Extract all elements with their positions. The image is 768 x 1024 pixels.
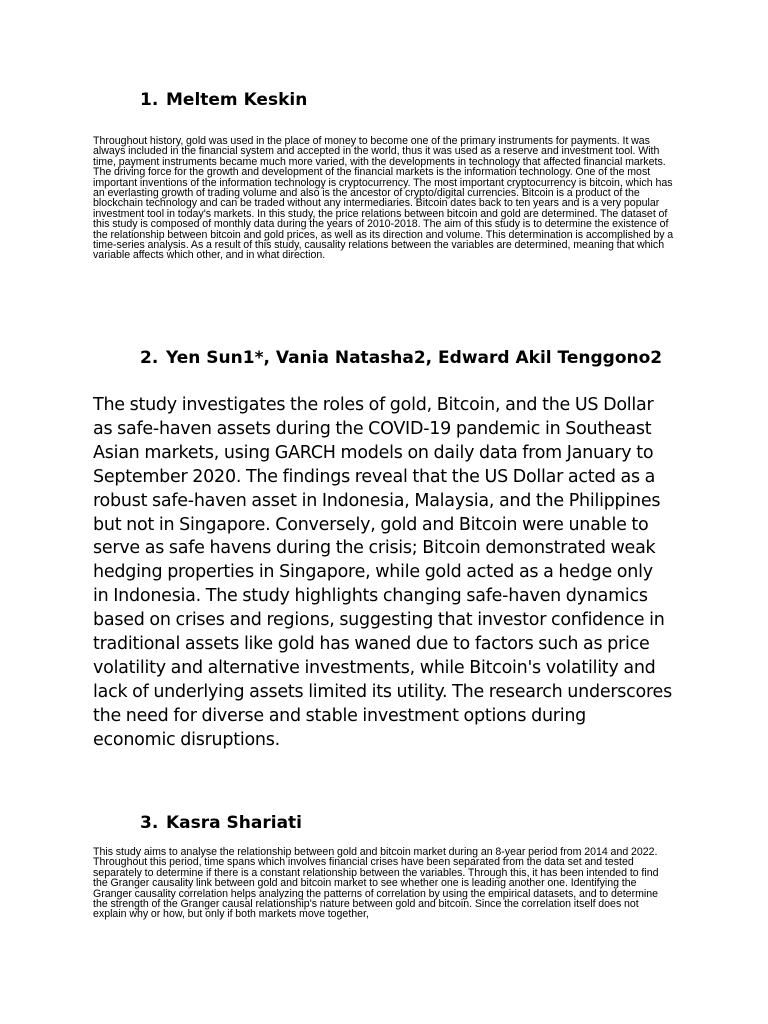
section-2-heading <box>140 348 662 368</box>
section-1-heading <box>140 90 307 110</box>
section-3-number: 3. <box>140 813 159 833</box>
section-3-heading <box>140 813 302 833</box>
section-3-author: Kasra Shariati <box>166 813 302 833</box>
section-1-abstract: Throughout history, gold was used in the place of money to become one of the primary instruments for payments. It was always included in the financial system and accepted in the world, thus it was used as a reserve and investment tool. With time, payment instruments became much more varied, with the developments in technology that affected financial markets. The driving force for the growth and development of the financial markets is the information technology. One of the most important inventions of the information technology is cryptocurrency. The most important cryptocurrency is bitcoin, which has an everlasting growth of trading volume and also is the ancestor of crypto/digital currencies. Bitcoin is a product of the blockchain technology and can be traded without any intermediaries. Bitcoin dates back to ten years and is a very popular investment tool in today's markets. In this study, the price relations between bitcoin and gold are determined. The dataset of this study is composed of monthly data during the years of 2010-2018. The aim of this study is to determine the existence of the relationship between bitcoin and gold prices, as well as its direction and volume. This determination is accomplished by a time-series analysis. As a result of this study, causality relations between the variables are determined, meaning that which variable affects which other, and in what direction. <box>93 135 674 262</box>
section-2-abstract: The study investigates the roles of gold, Bitcoin, and the US Dollar as safe-haven assets during the COVID-19 pandemic in Southeast Asian markets, using GARCH models on daily data from January to September 2020. The findings reveal that the US Dollar acted as a robust safe-haven asset in Indonesia, Malaysia, and the Philippines but not in Singapore. Conversely, gold and Bitcoin were unable to serve as safe havens during the crisis; Bitcoin demonstrated weak hedging properties in Singapore, while gold acted as a hedge only in Indonesia. The study highlights changing safe-haven dynamics based on crises and regions, suggesting that investor confidence in traditional assets like gold has waned due to factors such as price volatility and alternative investments, while Bitcoin's volatility and lack of underlying assets limited its utility. The research underscores the need for diverse and stable investment options during economic disruptions. <box>93 395 672 750</box>
section-1-number: 1. <box>140 90 159 110</box>
section-1-author: Meltem Keskin <box>166 90 308 110</box>
section-2-number: 2. <box>140 348 159 368</box>
section-2-author: Yen Sun1*, Vania Natasha2, Edward Akil Tenggono2 <box>166 348 663 368</box>
section-3-abstract: This study aims to analyse the relationship between gold and bitcoin market during an 8-year period from 2014 and 2022. Throughout this period, time spans which involves financial crises have been separated from the data set and tested separately to determine if there is a constant relationship between the variables. Through this, it has been intended to find the Granger causality link between gold and bitcoin market to see whether one is leading another one. Identifying the Granger causality correlation helps analyzing the patterns of correlation by using the empirical datasets, and to determine the strength of the Granger causal relationship's nature between gold and bitcoin. Since the correlation itself does not explain why or how, but only if both markets move together, <box>93 846 659 921</box>
